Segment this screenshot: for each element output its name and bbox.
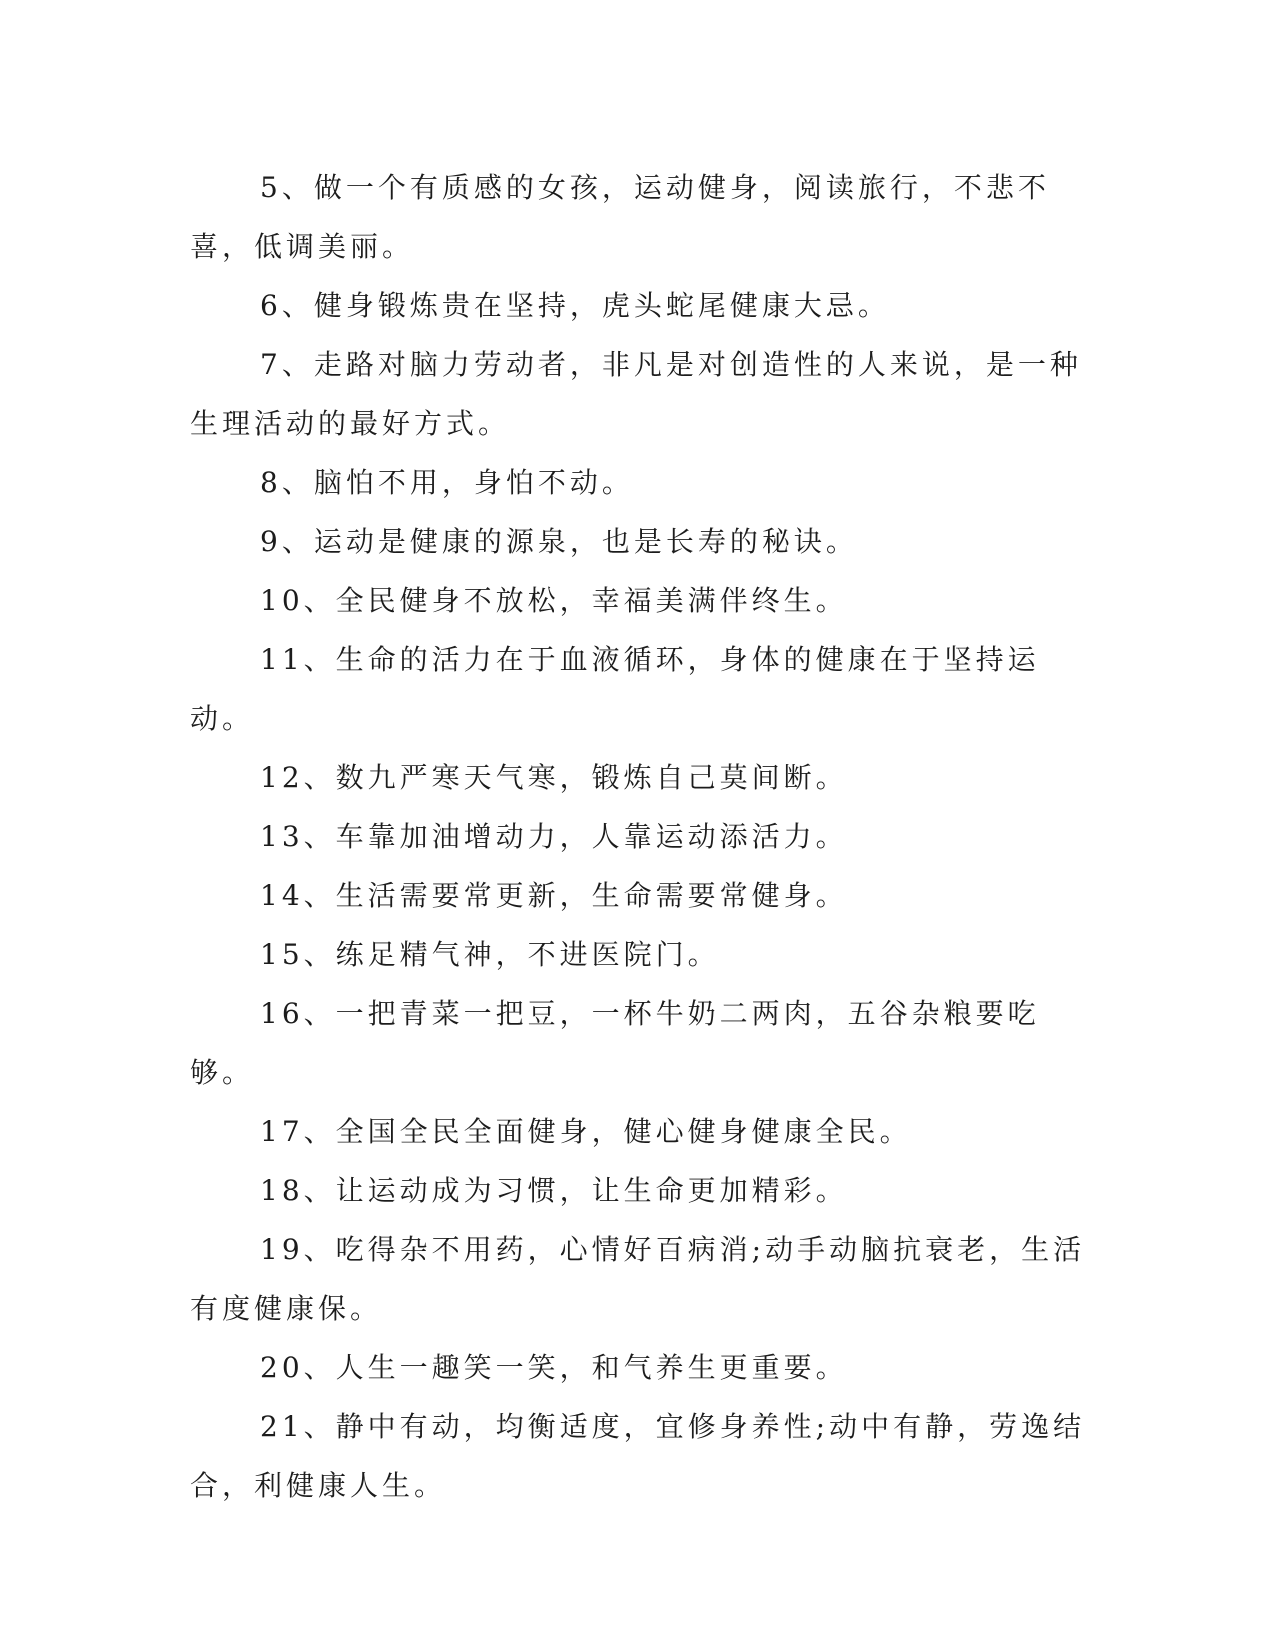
paragraph-11: 11、生命的活力在于血液循环，身体的健康在于坚持运动。 [190,643,1040,735]
paragraph-20: 20、人生一趣笑一笑，和气养生更重要。 [260,1351,848,1384]
paragraph-8: 8、脑怕不用，身怕不动。 [260,466,634,499]
paragraph-14: 14、生活需要常更新，生命需要常健身。 [260,879,848,912]
paragraph-10: 10、全民健身不放松，幸福美满伴终生。 [260,584,848,617]
paragraph-12: 12、数九严寒天气寒，锻炼自己莫间断。 [260,761,848,794]
paragraph-7: 7、走路对脑力劳动者，非凡是对创造性的人来说，是一种生理活动的最好方式。 [190,348,1082,440]
paragraph-16: 16、一把青菜一把豆，一杯牛奶二两肉，五谷杂粮要吃够。 [190,997,1040,1089]
paragraph-15: 15、练足精气神，不进医院门。 [260,938,720,971]
paragraph-6: 6、健身锻炼贵在坚持，虎头蛇尾健康大忌。 [260,289,890,322]
paragraph-13: 13、车靠加油增动力，人靠运动添活力。 [260,820,848,853]
paragraph-19: 19、吃得杂不用药，心情好百病消;动手动脑抗衰老，生活有度健康保。 [190,1233,1086,1325]
paragraph-18: 18、让运动成为习惯，让生命更加精彩。 [260,1174,848,1207]
paragraph-17: 17、全国全民全面健身，健心健身健康全民。 [260,1115,912,1148]
document-body [190,158,1090,1515]
paragraph-5: 5、做一个有质感的女孩，运动健身，阅读旅行，不悲不喜，低调美丽。 [190,171,1050,263]
paragraph-21: 21、静中有动，均衡适度，宜修身养性;动中有静，劳逸结合，利健康人生。 [190,1410,1086,1502]
paragraph-9: 9、运动是健康的源泉，也是长寿的秘诀。 [260,525,858,558]
